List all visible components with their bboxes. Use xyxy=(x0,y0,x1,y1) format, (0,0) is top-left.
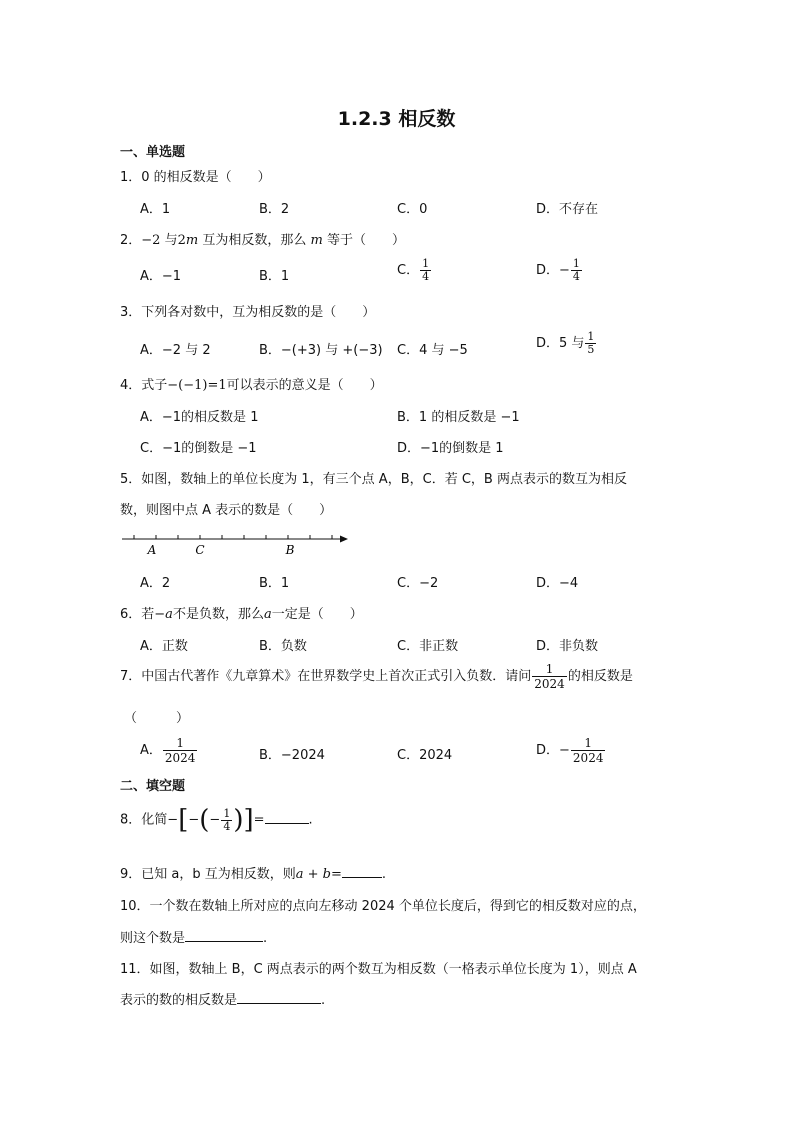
q4-option-b[interactable]: B．1 的相反数是 −1 xyxy=(397,410,520,425)
question-5-line-1: 5．如图，数轴上的单位长度为 1，有三个点 A，B，C．若 C，B 两点表示的数互为相反 xyxy=(120,472,627,487)
q7-option-a-fraction: $\frac{1}{2024}$ xyxy=(164,736,196,765)
question-7-line-1 xyxy=(120,662,633,691)
q1-option-c[interactable]: C．0 xyxy=(397,202,428,217)
q7-option-d[interactable] xyxy=(536,736,606,765)
q8-paren-close: ) xyxy=(233,805,244,835)
q2-text-end: 等于（ ） xyxy=(326,233,405,248)
q2-text: 互为相反数，那么 xyxy=(202,233,307,248)
q1-option-d[interactable]: D．不存在 xyxy=(536,202,599,217)
section-heading-fill-blank: 二、填空题 xyxy=(120,779,186,794)
q11-text: 表示的数的相反数是 xyxy=(120,993,238,1008)
q6-option-b[interactable]: B．负数 xyxy=(259,639,307,654)
q9-period: . xyxy=(381,867,387,882)
question-10-line-1: 10．一个数在数轴上所对应的点向左移动 2024 个单位长度后，得到它的相反数对应的点， xyxy=(120,899,646,914)
q2-option-d-fraction: $\frac{1}{4}$ xyxy=(572,257,580,283)
q9-text: 9．已知 a，b 互为相反数，则 xyxy=(120,867,296,882)
q8-minus-outer: − xyxy=(167,812,179,828)
q7-option-d-sign: − xyxy=(559,743,570,758)
point-a-label: A xyxy=(147,543,157,556)
q2-option-b[interactable]: B．1 xyxy=(259,269,290,284)
section-heading-single-choice: 一、单选题 xyxy=(120,145,186,160)
q2-expr-minus-two: −2 xyxy=(141,233,161,248)
q6-option-a[interactable]: A．正数 xyxy=(140,639,188,654)
question-4-stem xyxy=(120,374,383,393)
q8-number: 8．化简 xyxy=(120,812,168,828)
q8-bracket-open: [ xyxy=(178,805,189,835)
point-b-label: B xyxy=(285,543,295,556)
q7-fraction: $\frac{1}{2024}$ xyxy=(534,662,565,691)
q6-expr-a: a xyxy=(263,607,272,622)
q2-var-m: m xyxy=(185,233,199,248)
q2-option-d[interactable] xyxy=(536,258,583,283)
point-c-label: C xyxy=(195,543,205,556)
q2-option-d-label: D． xyxy=(536,263,560,278)
q2-var-m-2: m xyxy=(310,233,323,248)
question-2-stem xyxy=(120,229,405,248)
q6-text: 不是负数，那么 xyxy=(172,607,264,622)
q5-option-a[interactable]: A．2 xyxy=(140,576,171,591)
q3-option-a[interactable]: A．−2 与 2 xyxy=(140,343,211,358)
q2-word-and: 与 xyxy=(164,233,178,248)
question-11-line-1: 11．如图，数轴上 B，C 两点表示的两个数互为相反数（一格表示单位长度为 1），则点 A xyxy=(120,962,637,977)
q10-text: 则这个数是 xyxy=(120,931,186,946)
q3-option-d-fraction: $\frac{1}{5}$ xyxy=(587,330,595,356)
q8-minus-inner: − xyxy=(209,812,221,828)
q9-equals: = xyxy=(331,867,342,882)
number-line-ticks xyxy=(134,535,332,539)
q7-option-b[interactable]: B．−2024 xyxy=(259,748,325,763)
q2-option-a[interactable]: A．−1 xyxy=(140,269,182,284)
q8-answer-blank[interactable] xyxy=(265,811,309,824)
q3-option-b[interactable]: B．−(+3) 与 +(−3) xyxy=(259,343,383,358)
q7-option-a[interactable] xyxy=(140,736,198,765)
q3-option-c[interactable]: C．4 与 −5 xyxy=(397,343,468,358)
q3-option-d[interactable] xyxy=(536,331,597,356)
q8-paren-open: ( xyxy=(199,805,210,835)
q7-option-a-label: A． xyxy=(140,743,162,758)
q5-option-d[interactable]: D．−4 xyxy=(536,576,579,591)
q2-option-d-sign: − xyxy=(559,263,570,278)
q4-option-a[interactable]: A．−1的相反数是 1 xyxy=(140,410,259,425)
question-8 xyxy=(120,807,313,833)
q4-number: 4．式子 xyxy=(120,378,168,393)
q6-text-end: 一定是（ ） xyxy=(271,607,363,622)
question-11-line-2 xyxy=(120,989,325,1008)
q7-text: 7．中国古代著作《九章算术》在世界数学史上首次正式引入负数．请问 xyxy=(120,669,532,684)
q4-expression: −(−1)=1 xyxy=(167,378,227,393)
q7-option-c[interactable]: C．2024 xyxy=(397,748,453,763)
q6-option-d[interactable]: D．非负数 xyxy=(536,639,599,654)
q5-option-b[interactable]: B．1 xyxy=(259,576,290,591)
q2-coef: 2 xyxy=(177,233,186,248)
q8-equals: = xyxy=(253,812,265,828)
question-10-line-2 xyxy=(120,927,267,946)
question-5-line-2: 数，则图中点 A 表示的数是（ ） xyxy=(120,503,333,518)
q10-answer-blank[interactable] xyxy=(185,929,263,942)
q3-option-d-label: D．5 与 xyxy=(536,336,585,351)
q1-option-b[interactable]: B．2 xyxy=(259,202,290,217)
q1-option-a[interactable]: A．1 xyxy=(140,202,171,217)
q6-option-c[interactable]: C．非正数 xyxy=(397,639,459,654)
q11-period: . xyxy=(321,993,326,1008)
q4-option-c[interactable]: C．−1的倒数是 −1 xyxy=(140,441,257,456)
q2-option-c-fraction: $\frac{1}{4}$ xyxy=(422,257,430,283)
q2-option-c-label: C． xyxy=(397,263,420,278)
number-line-arrow xyxy=(340,536,348,543)
question-7-line-2: （ ） xyxy=(124,711,190,726)
q11-answer-blank[interactable] xyxy=(237,991,321,1004)
question-3-stem: 3．下列各对数中，互为相反数的是（ ） xyxy=(120,305,376,320)
q9-expression: a + b xyxy=(295,867,331,882)
q5-option-c[interactable]: C．−2 xyxy=(397,576,439,591)
q10-period: . xyxy=(263,931,268,946)
q4-option-d[interactable]: D．−1的倒数是 1 xyxy=(397,441,504,456)
q4-text: 可以表示的意义是（ ） xyxy=(226,378,383,393)
q2-number: 2． xyxy=(120,233,142,248)
q6-expr-neg-a: −a xyxy=(154,607,173,622)
q6-number: 6．若 xyxy=(120,607,155,622)
question-6-stem xyxy=(120,603,363,622)
q9-answer-blank[interactable] xyxy=(342,865,382,878)
q7-option-d-fraction: $\frac{1}{2024}$ xyxy=(572,736,604,765)
q2-option-c[interactable] xyxy=(397,258,432,283)
q8-bracket-close: ] xyxy=(243,805,254,835)
question-9 xyxy=(120,863,386,882)
question-1-stem: 1．0 的相反数是（ ） xyxy=(120,170,271,185)
q8-fraction: $\frac{1}{4}$ xyxy=(223,806,231,833)
page-title: 1.2.3 相反数 xyxy=(337,108,456,130)
q7-text-end: 的相反数是 xyxy=(567,669,633,684)
q7-option-d-label: D． xyxy=(536,743,560,758)
number-line-figure xyxy=(118,528,354,556)
q8-period: . xyxy=(308,812,313,828)
q8-minus-mid: − xyxy=(188,812,200,828)
